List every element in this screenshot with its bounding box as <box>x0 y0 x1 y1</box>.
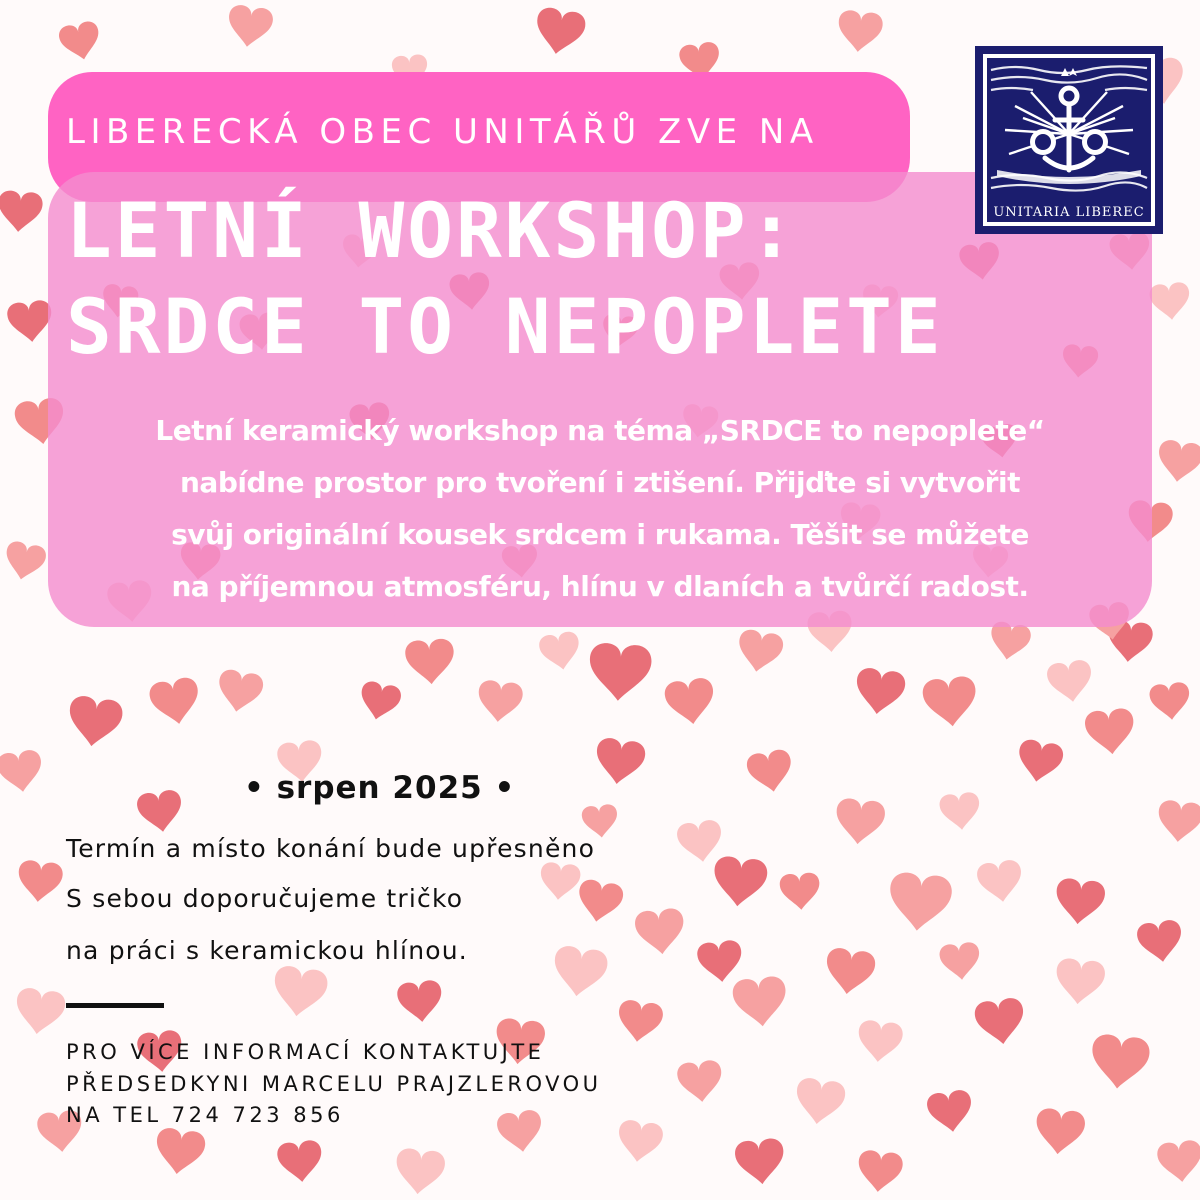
heart-icon <box>16 859 64 904</box>
heart-icon <box>1156 799 1200 844</box>
description-line: svůj originální kousek srdcem i rukama. Těšit se můžete <box>171 518 1029 551</box>
heart-icon <box>538 861 581 901</box>
event-detail: na práci s keramickou hlínou. <box>66 936 468 965</box>
heart-icon <box>663 676 717 727</box>
heart-icon <box>836 9 884 54</box>
heart-icon <box>1053 957 1106 1006</box>
heart-icon <box>676 1059 724 1104</box>
heart-icon <box>13 986 67 1037</box>
contact-line: PRO VÍCE INFORMACÍ KONTAKTUJTE <box>66 1040 545 1064</box>
heart-icon <box>136 789 185 835</box>
contact-line: NA TEL 724 723 856 <box>66 1103 344 1127</box>
heart-icon <box>1033 1107 1086 1156</box>
heart-icon <box>270 964 329 1019</box>
heart-icon <box>939 791 982 831</box>
heart-icon <box>853 666 907 717</box>
heart-icon <box>65 694 124 749</box>
heart-icon <box>615 1119 664 1165</box>
description-line: Letní keramický workshop na téma „SRDCE to nepoplete“ <box>155 414 1045 447</box>
heart-icon <box>634 907 687 956</box>
heart-icon <box>0 190 44 234</box>
heart-icon <box>357 680 403 724</box>
heart-icon <box>276 1139 324 1184</box>
description <box>60 405 1140 613</box>
title-line-2: SRDCE TO NEPOPLETE <box>66 282 944 371</box>
heart-icon <box>153 1126 207 1177</box>
heart-icon <box>396 979 444 1024</box>
heart-icon <box>1149 281 1192 321</box>
heart-icon <box>921 675 979 729</box>
event-detail: Termín a místo konání bude upřesněno <box>66 834 596 863</box>
divider <box>66 1003 164 1008</box>
heart-icon <box>393 1147 446 1196</box>
title-line-1: LETNÍ WORKSHOP: <box>66 186 798 275</box>
heart-icon <box>676 819 725 865</box>
heart-icon <box>575 878 625 926</box>
heart-icon <box>745 748 795 796</box>
heart-icon <box>0 749 45 795</box>
logo-text: UNITARIA LIBEREC <box>993 205 1145 220</box>
heart-icon <box>1156 1139 1200 1184</box>
heart-icon <box>538 630 583 673</box>
heart-icon <box>734 1137 787 1186</box>
heart-icon <box>779 872 821 911</box>
heart-icon <box>939 941 982 981</box>
heart-icon <box>823 946 877 997</box>
heart-icon <box>1136 919 1185 965</box>
heart-icon <box>1089 1033 1151 1091</box>
unitaria-logo <box>975 46 1163 234</box>
heart-icon <box>711 855 769 909</box>
heart-icon <box>532 6 587 58</box>
heart-icon <box>404 638 455 686</box>
heart-icon <box>696 939 744 984</box>
heart-icon <box>735 628 785 676</box>
heart-icon <box>587 642 652 703</box>
heart-icon <box>856 1149 904 1194</box>
heart-icon <box>731 975 789 1029</box>
heart-icon <box>973 996 1027 1047</box>
description-line: na příjemnou atmosféru, hlínu v dlaních a tvůrčí radost. <box>171 570 1029 603</box>
heart-icon <box>148 676 203 728</box>
heart-icon <box>6 299 54 344</box>
contact-line: PŘEDSEDKYNI MARCELU PRAJZLEROVOU <box>66 1072 602 1096</box>
heart-icon <box>550 944 609 999</box>
heart-icon <box>976 859 1025 905</box>
heart-icon <box>593 736 647 787</box>
event-date: • srpen 2025 • <box>244 770 516 806</box>
event-detail: S sebou doporučujeme tričko <box>66 884 464 913</box>
heart-icon <box>2 540 48 584</box>
heart-icon <box>856 1019 904 1064</box>
heart-icon <box>1015 738 1065 786</box>
heart-icon <box>1046 659 1095 705</box>
heart-icon <box>1155 439 1200 485</box>
heart-icon <box>833 797 886 846</box>
heart-icon <box>615 999 664 1045</box>
heart-icon <box>57 20 103 64</box>
heart-icon <box>225 4 274 50</box>
heart-icon <box>1053 877 1106 926</box>
description-line: nabídne prostor pro tvoření i ztišení. Přijďte si vytvořit <box>180 466 1020 499</box>
heart-icon <box>926 1089 975 1135</box>
kicker-text: LIBERECKÁ OBEC UNITÁŘŮ ZVE NA <box>66 112 819 152</box>
heart-icon <box>215 668 265 716</box>
heart-icon <box>496 1109 545 1155</box>
heart-icon <box>476 679 524 724</box>
heart-icon <box>793 1076 847 1127</box>
heart-icon <box>1149 681 1192 721</box>
heart-icon <box>1084 707 1137 756</box>
heart-icon <box>886 871 953 934</box>
